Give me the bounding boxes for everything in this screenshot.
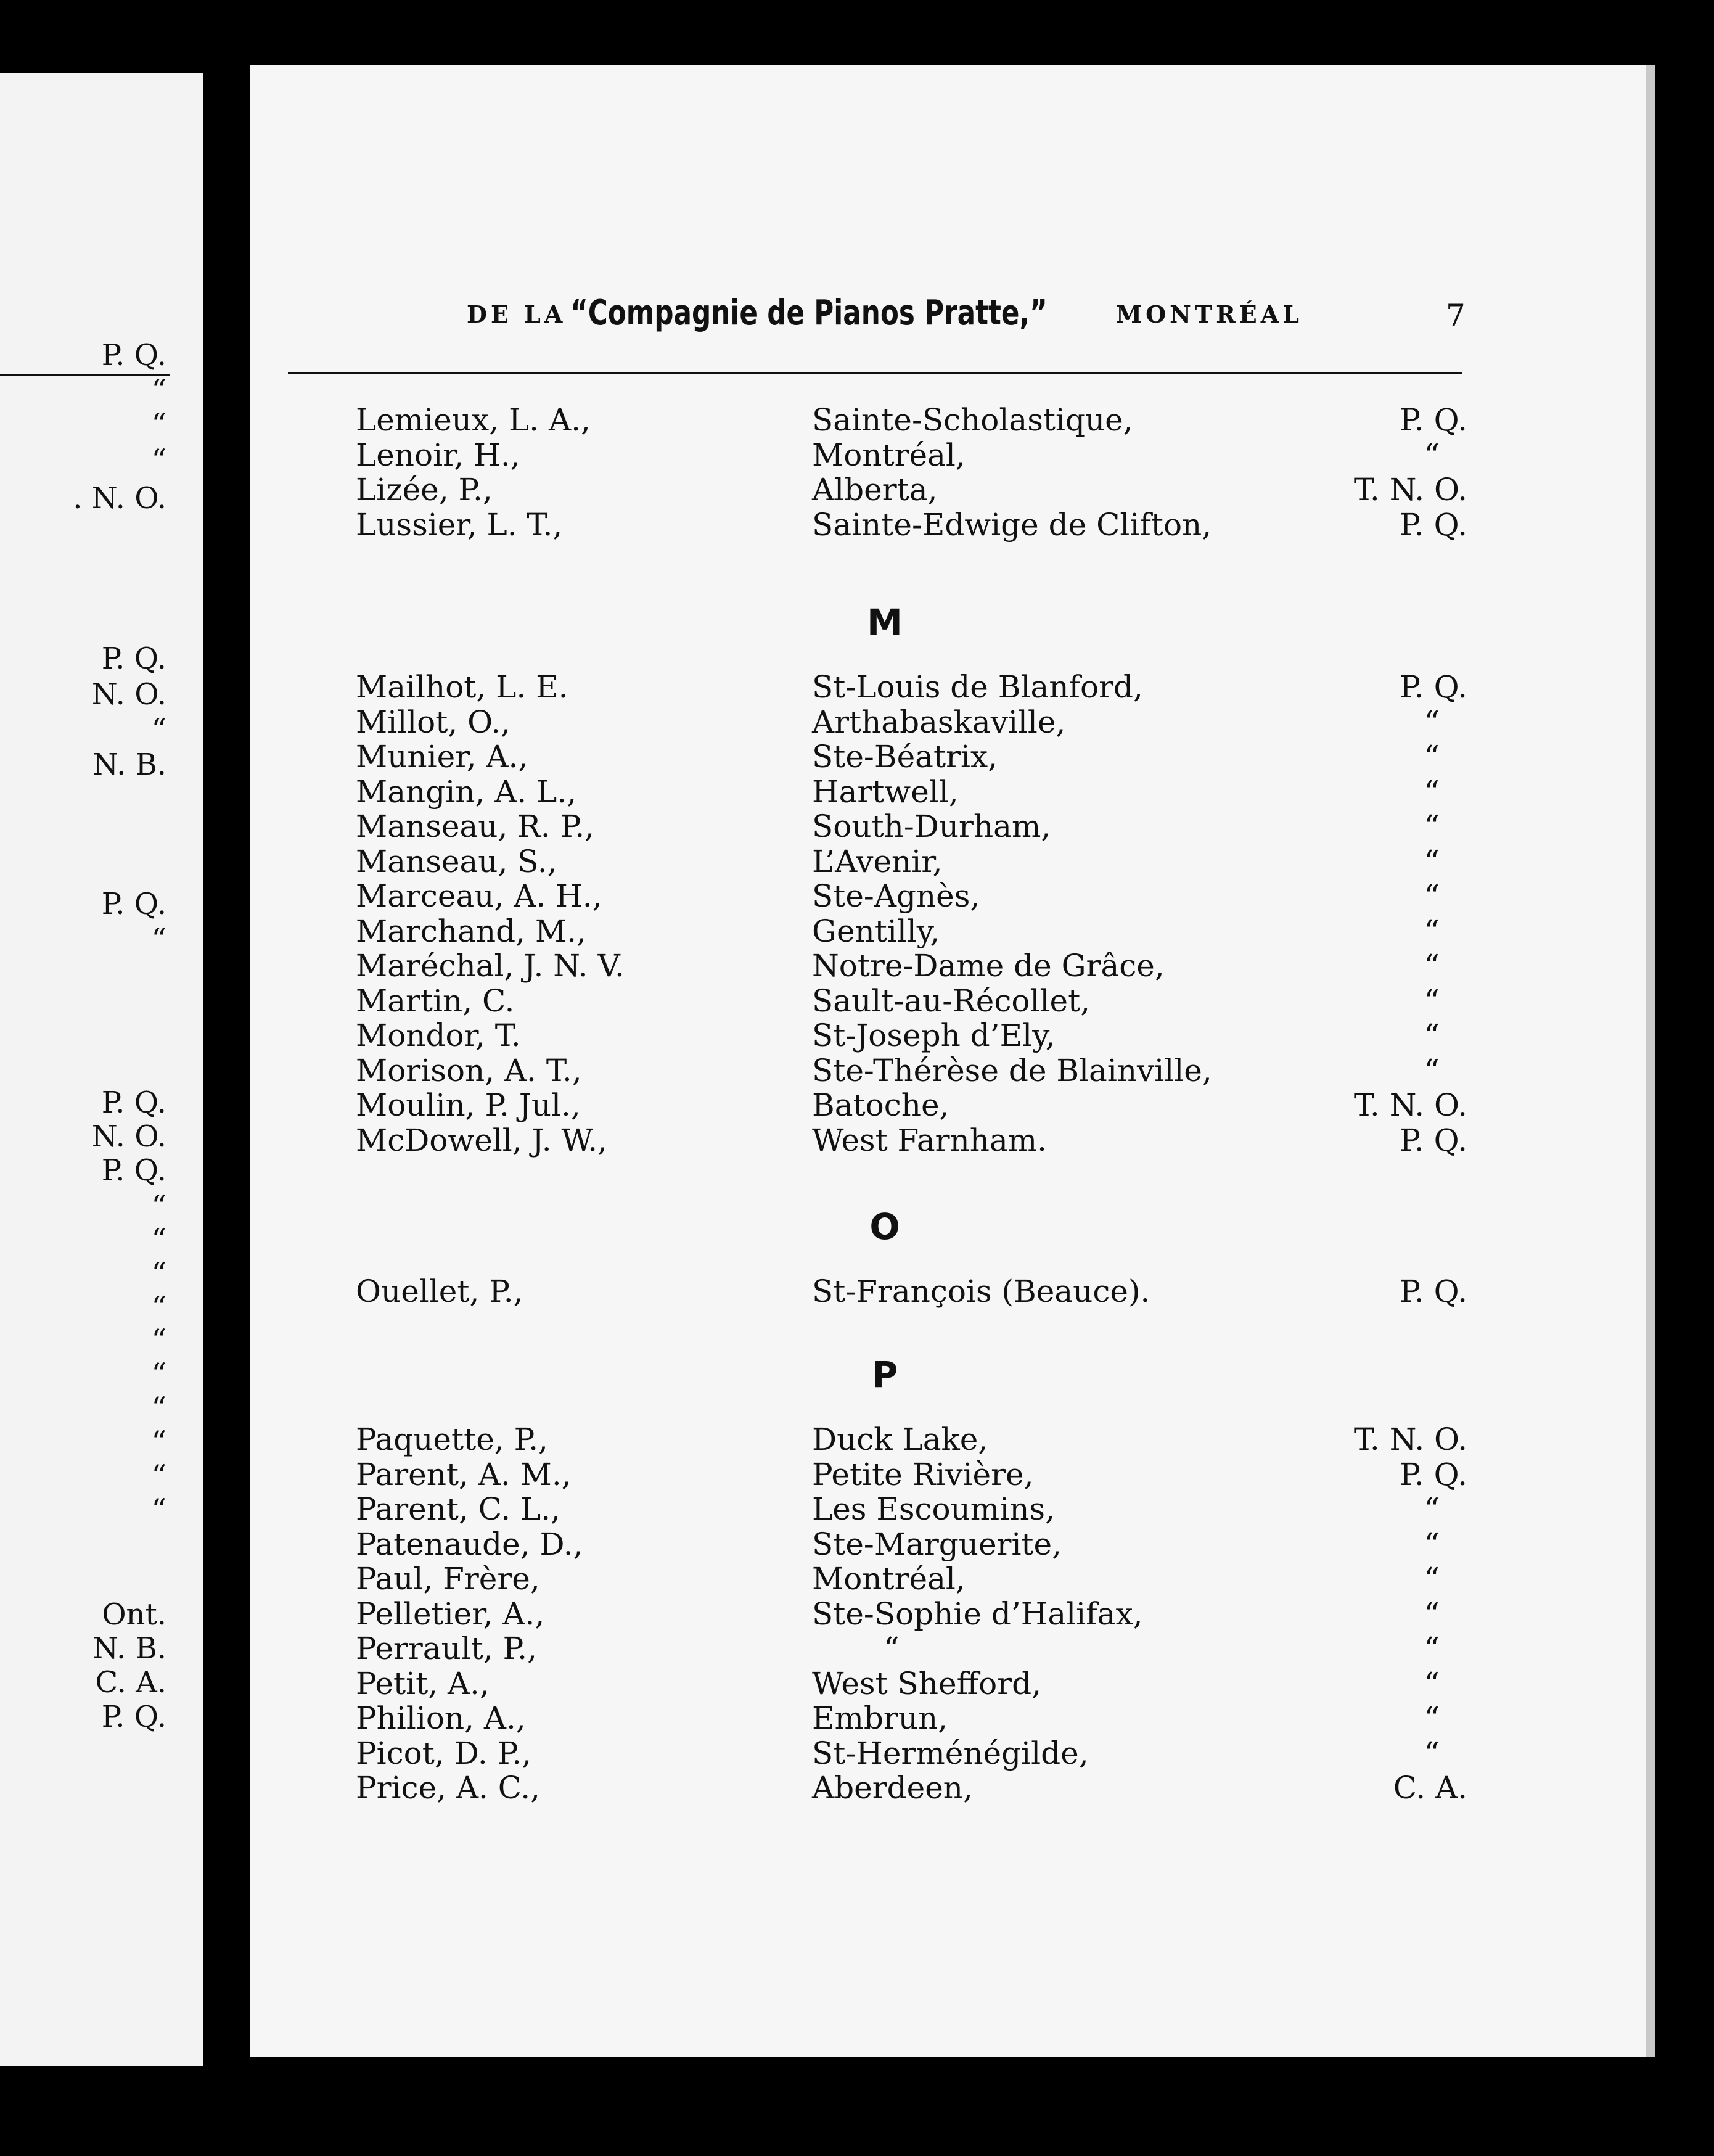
directory-entry [250,472,1646,506]
previous-page-fragment: “ [151,922,166,957]
directory-entry [250,1770,1646,1804]
entry-name: Parent, A. M., [356,1456,572,1492]
entry-province: “ [1424,773,1440,810]
entry-name: Munier, A., [356,739,528,775]
previous-page-fragment: P. Q. [101,887,166,921]
previous-page-fragment: “ [151,1492,166,1527]
directory-entry [250,1596,1646,1631]
directory-entry [250,507,1646,541]
entry-place: South-Durham, [812,808,1051,844]
entry-province: P. Q. [1400,506,1467,543]
section-letter-heading: M [867,601,903,643]
entry-province: “ [1424,704,1440,740]
previous-page-fragment: P. Q. [101,1085,166,1120]
entry-name: Mailhot, L. E. [356,669,568,705]
previous-page-fragment: “ [151,1357,166,1391]
entry-name: Manseau, S., [356,843,557,879]
previous-page-fragment: “ [151,1256,166,1291]
entry-province: “ [1424,437,1440,473]
entry-province: “ [1424,1595,1440,1632]
previous-page-rule [0,374,170,376]
entry-province: T. N. O. [1353,1422,1467,1457]
entry-province: “ [1424,878,1440,914]
entry-province: P. Q. [1400,1122,1467,1158]
entry-name: Lussier, L. T., [356,506,563,543]
entry-name: Price, A. C., [356,1770,541,1806]
entry-place: “ [884,1631,900,1666]
directory-entry [250,437,1646,472]
entry-province: “ [1424,1491,1440,1527]
section-letter-heading: O [869,1206,900,1248]
previous-page-fragment: “ [151,712,166,747]
entry-place: Embrun, [812,1700,948,1736]
entry-name: Picot, D. P., [356,1735,532,1771]
directory-entry [250,1491,1646,1526]
entry-province: “ [1424,1018,1440,1053]
entry-province: “ [1424,808,1440,844]
entry-name: Petit, A., [356,1665,490,1701]
entry-place: St-Herménégilde, [812,1735,1089,1771]
entry-name: Martin, C. [356,982,515,1019]
directory-entry [250,844,1646,878]
entry-name: Parent, C. L., [356,1491,561,1527]
directory-entry [250,704,1646,739]
entry-name: Paul, Frère, [356,1561,540,1597]
section-letter-heading: P [871,1354,898,1396]
entry-name: Ouellet, P., [356,1273,523,1309]
entry-place: Sainte-Scholastique, [812,402,1133,438]
directory-entry [250,669,1646,704]
entry-province: “ [1424,948,1440,984]
entry-province: “ [1424,843,1440,879]
entry-place: Sainte-Edwige de Clifton, [812,506,1212,543]
entry-place: Ste-Béatrix, [812,739,998,775]
previous-page-fragment: “ [151,1189,166,1224]
directory-entry [250,913,1646,948]
entry-place: Montréal, [812,1561,966,1597]
entry-province: “ [1424,1526,1440,1562]
previous-page-fragment: N. B. [92,747,166,782]
previous-page-fragment: N. O. [91,1119,166,1154]
previous-page-fragment: N. O. [91,677,166,712]
directory-entry [250,1122,1646,1157]
directory-entry [250,948,1646,982]
directory-entry [250,739,1646,773]
entry-place: Arthabaskaville, [812,704,1066,740]
entry-province: P. Q. [1400,1456,1467,1492]
entry-place: L’Avenir, [812,843,943,879]
entry-place: St-Joseph d’Ely, [812,1018,1056,1053]
entry-place: West Shefford, [812,1665,1042,1701]
previous-page-fragment: “ [151,1290,166,1325]
entry-place: Notre-Dame de Grâce, [812,948,1165,984]
entry-province: “ [1424,1735,1440,1771]
entry-place: Ste-Agnès, [812,878,980,914]
header-city: MONTRÉAL [1116,300,1303,328]
page-number: 7 [1446,298,1466,334]
previous-page-fragment: “ [151,1459,166,1493]
entry-place: West Farnham. [812,1122,1048,1158]
entry-place: Montréal, [812,437,966,473]
header-rule [288,372,1462,374]
directory-entry [250,1631,1646,1665]
entry-name: Marchand, M., [356,913,586,949]
directory-entry [250,878,1646,913]
entry-name: Manseau, R. P., [356,808,594,844]
previous-page-fragment: P. Q. [101,338,166,372]
entry-province: P. Q. [1400,402,1467,438]
previous-page-fragment: “ [151,1425,166,1459]
entry-place: Ste-Marguerite, [812,1526,1062,1562]
entry-name: Lemieux, L. A., [356,402,591,438]
entry-place: St-Louis de Blanford, [812,669,1143,705]
directory-entry [250,983,1646,1018]
entry-place: Batoche, [812,1087,949,1123]
directory-entry [250,1561,1646,1595]
previous-page-edge [0,73,203,2066]
directory-entry [250,1526,1646,1561]
previous-page-fragment: Ont. [102,1597,166,1632]
directory-entry [250,1735,1646,1770]
entry-name: Moulin, P. Jul., [356,1087,581,1123]
previous-page-fragment: “ [151,407,166,442]
previous-page-fragment: C. A. [95,1665,166,1700]
directory-entry [250,1087,1646,1122]
entry-province: T. N. O. [1353,1087,1467,1123]
entry-name: Marceau, A. H., [356,878,602,914]
previous-page-fragment: N. B. [92,1631,166,1666]
entry-name: Mangin, A. L., [356,773,577,810]
directory-page [250,65,1655,2057]
directory-entry [250,402,1646,437]
entry-place: Gentilly, [812,913,940,949]
directory-entry [250,1018,1646,1052]
entry-place: St-François (Beauce). [812,1273,1150,1309]
entry-place: Petite Rivière, [812,1456,1034,1492]
entry-province: “ [1424,1052,1440,1088]
directory-entry [250,1700,1646,1735]
entry-province: “ [1424,1700,1440,1736]
previous-page-fragment: P. Q. [101,1153,166,1188]
entry-province: “ [1424,1631,1440,1666]
entry-province: P. Q. [1400,1273,1467,1309]
entry-place: Ste-Sophie d’Halifax, [812,1595,1143,1632]
entry-name: Perrault, P., [356,1631,537,1666]
header-company-title: “Compagnie de Pianos Pratte,” [570,293,1048,333]
directory-entry [250,774,1646,808]
previous-page-fragment: P. Q. [101,1700,166,1734]
entry-name: Philion, A., [356,1700,526,1736]
directory-entry [250,1666,1646,1700]
entry-province: C. A. [1393,1770,1467,1806]
entry-name: Maréchal, J. N. V. [356,948,625,984]
entry-name: Morison, A. T., [356,1052,582,1088]
previous-page-fragment: “ [151,1222,166,1257]
entry-place: Alberta, [812,472,938,508]
entry-name: Pelletier, A., [356,1595,545,1632]
running-header [250,293,1646,342]
entry-name: Lenoir, H., [356,437,520,473]
entry-province: P. Q. [1400,669,1467,705]
entry-place: Aberdeen, [812,1770,973,1806]
previous-page-fragment: P. Q. [101,641,166,676]
entry-province: T. N. O. [1353,472,1467,508]
entry-province: “ [1424,1665,1440,1701]
directory-entry [250,1457,1646,1491]
directory-entry [250,808,1646,843]
entry-name: McDowell, J. W., [356,1122,607,1158]
header-prefix: DE LA [467,300,567,328]
directory-entry [250,1273,1646,1308]
entry-province: “ [1424,913,1440,949]
entry-place: Les Escoumins, [812,1491,1055,1527]
entry-name: Millot, O., [356,704,511,740]
previous-page-fragment: “ [151,373,166,408]
entry-place: Hartwell, [812,773,959,810]
directory-entry [250,1422,1646,1456]
previous-page-fragment: . N. O. [73,481,166,516]
previous-page-fragment: “ [151,443,166,477]
entry-province: “ [1424,1561,1440,1597]
entry-name: Patenaude, D., [356,1526,583,1562]
entry-place: Sault-au-Récollet, [812,982,1091,1019]
entry-name: Paquette, P., [356,1422,548,1457]
previous-page-fragment: “ [151,1391,166,1425]
entry-name: Mondor, T. [356,1018,521,1053]
entry-province: “ [1424,739,1440,775]
previous-page-fragment: “ [151,1323,166,1357]
entry-province: “ [1424,982,1440,1019]
entry-place: Duck Lake, [812,1422,988,1457]
directory-entry [250,1053,1646,1087]
entry-name: Lizée, P., [356,472,493,508]
entry-place: Ste-Thérèse de Blainville, [812,1052,1212,1088]
